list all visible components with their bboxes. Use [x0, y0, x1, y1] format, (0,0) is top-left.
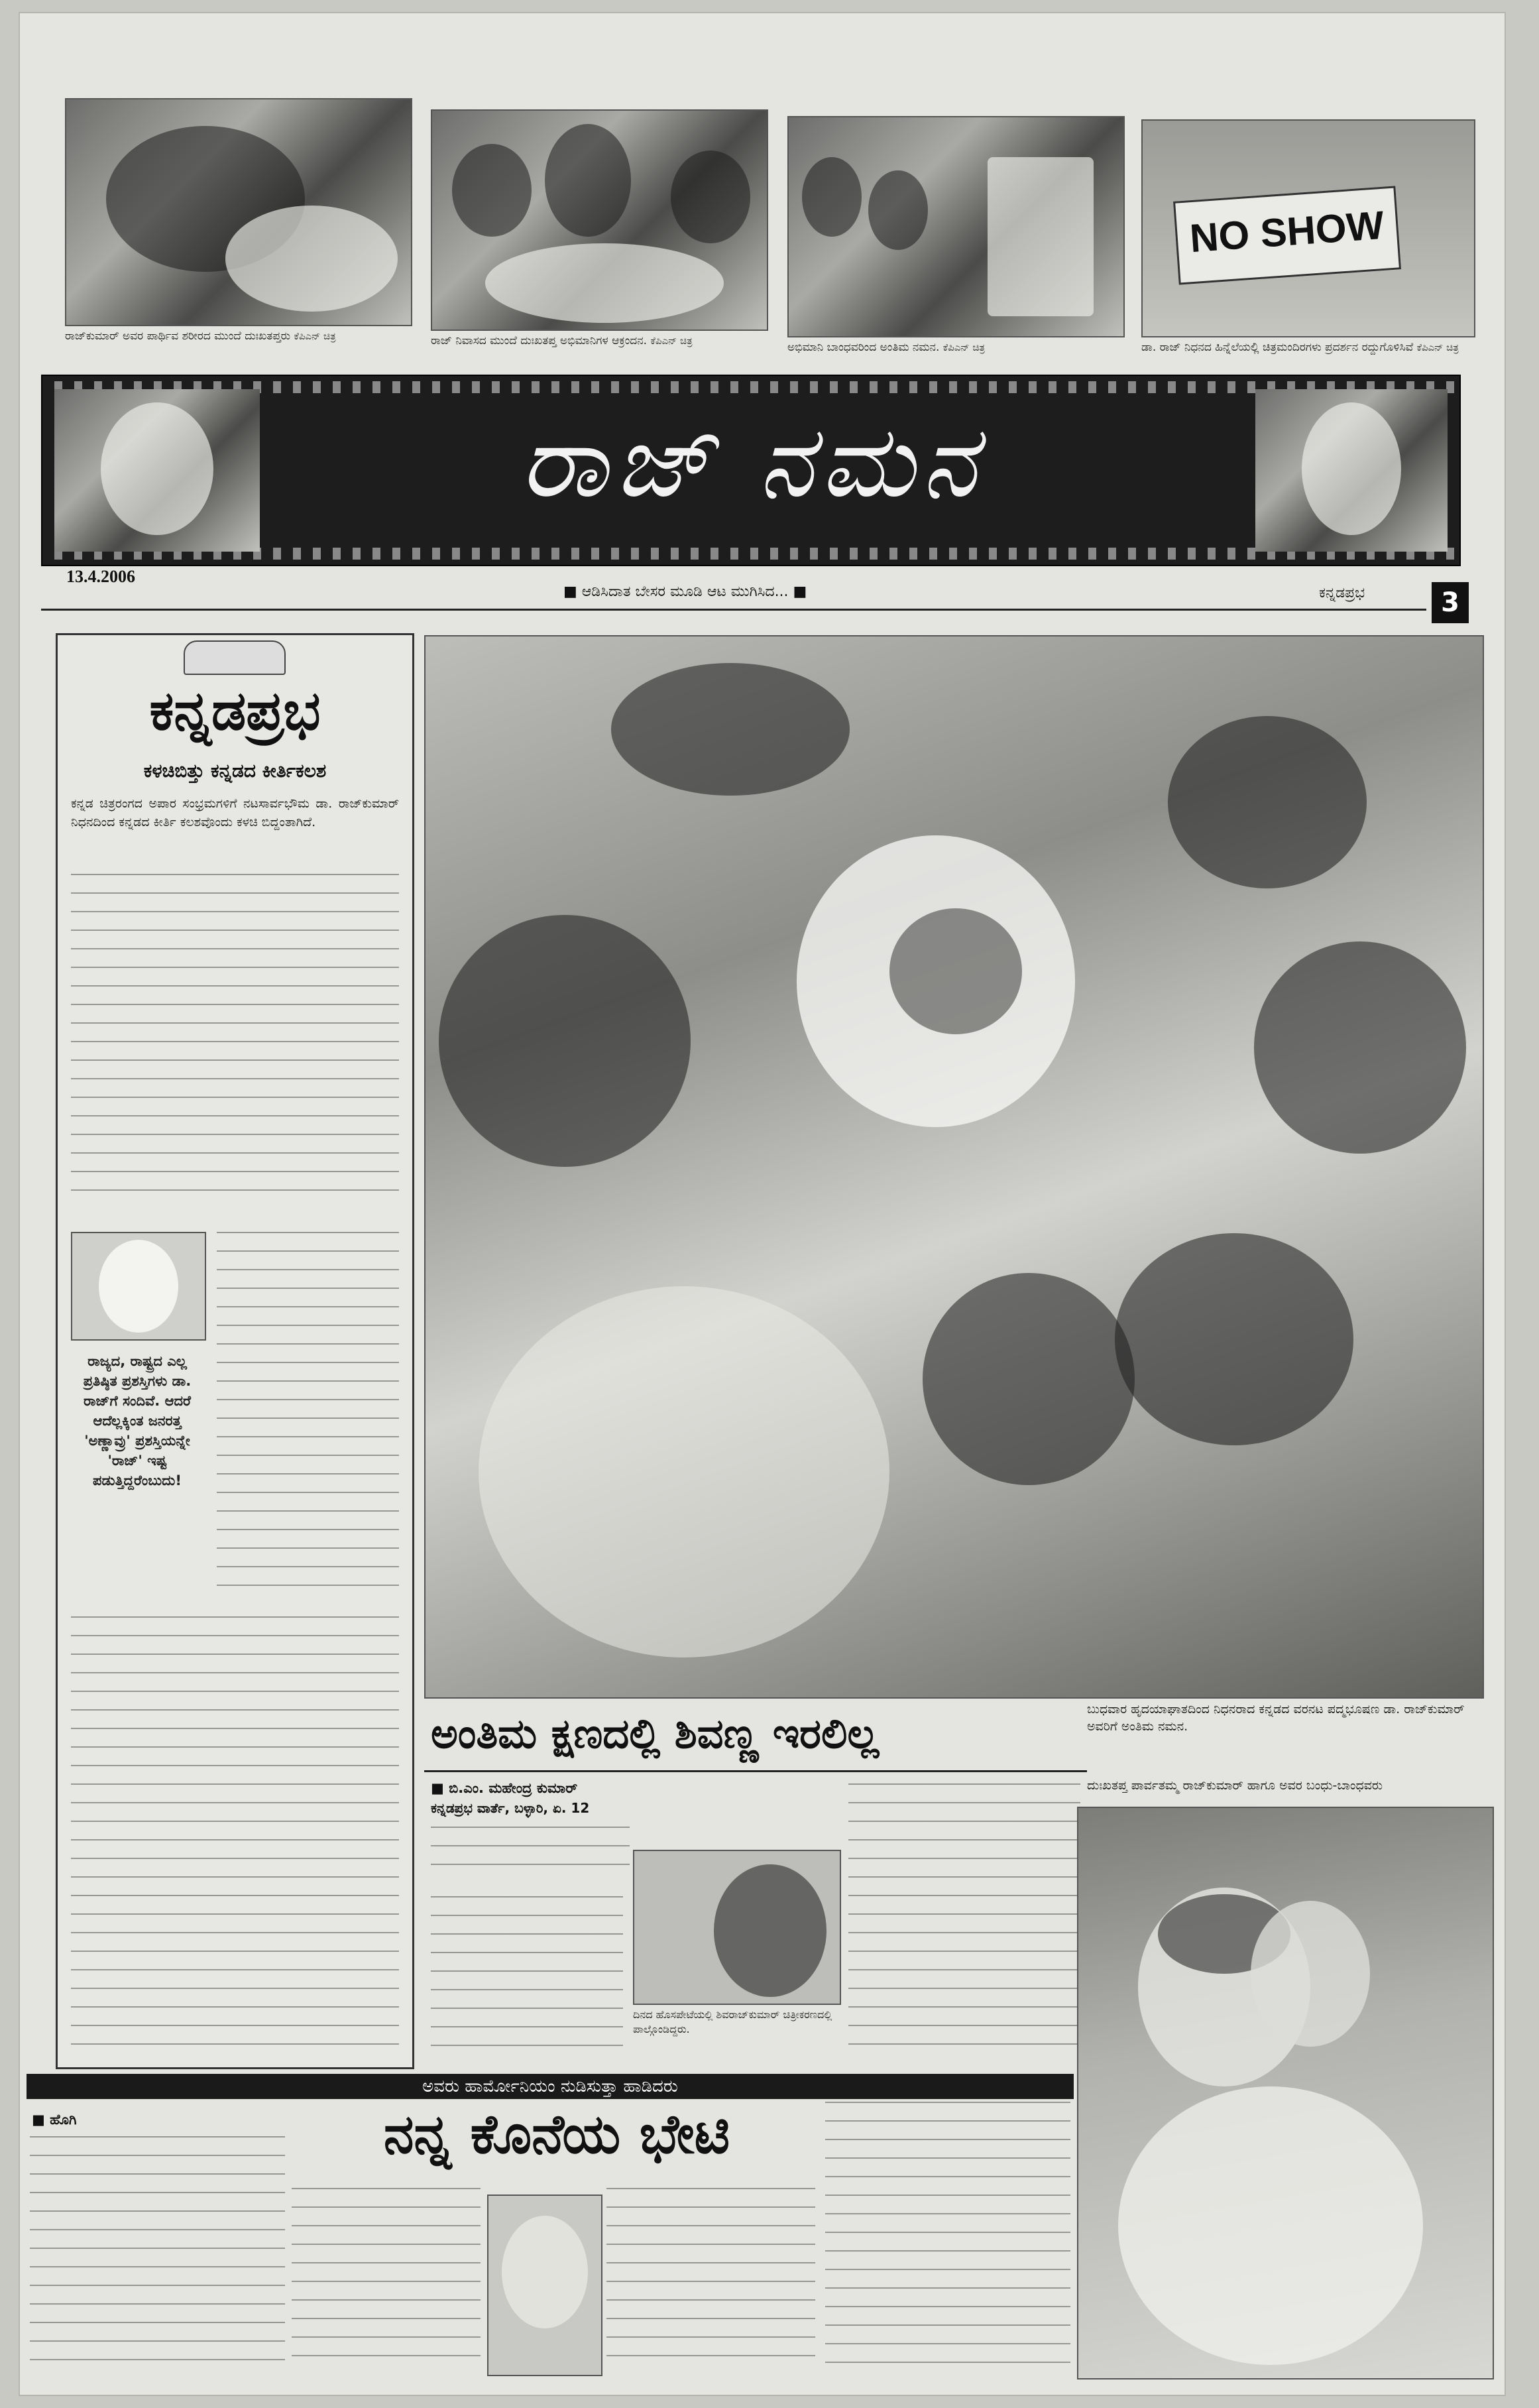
main-photo-caption: ಬುಧವಾರ ಹೃದಯಾಘಾತದಿಂದ ನಿಧನರಾದ ಕನ್ನಡದ ವರನಟ ಪದ್ಮಭೂಷಣ ಡಾ. ರಾಜ್‌ಕುಮಾರ್ ಅವರಿಗೆ ಅಂತಿಮ ನಮನ. [1087, 1702, 1465, 1734]
bottom-kicker: ಅವರು ಹಾರ್ಮೋನಿಯಂ ನುಡಿಸುತ್ತಾ ಹಾಡಿದರು [27, 2074, 1074, 2099]
no-show-sign: NO SHOW [1188, 202, 1386, 261]
top-photo-4 [1141, 119, 1475, 337]
bottom-body-col-3 [606, 2188, 815, 2374]
strapline: ■ ಆಡಿಸಿದಾತ ಬೇಸರ ಮೂಡಿ ಆಟ ಮುಗಿಸಿದ... ■ [563, 583, 807, 600]
bottom-byline: ■ ಹೊಗಿ [32, 2112, 77, 2128]
story-rule [424, 1770, 1087, 1772]
bottom-portrait [487, 2195, 602, 2376]
rule [41, 609, 1426, 611]
left-headline: ಕಳಚಿಬಿತ್ತು ಕನ್ನಡದ ಕೀರ್ತಿಕಲಶ [143, 760, 327, 782]
masthead: ಕನ್ನಡಪ್ರಭ [149, 680, 321, 743]
left-column [56, 633, 414, 2069]
banner-title: ರಾಜ್ ನಮನ [520, 404, 984, 520]
left-portrait [71, 1232, 206, 1341]
issue-date: 13.4.2006 [66, 567, 135, 586]
top-photo-2 [431, 109, 768, 331]
page-number: 3 [1432, 582, 1469, 623]
top-photo-1 [65, 98, 412, 326]
main-photo [424, 635, 1484, 1699]
left-body-text-2 [217, 1232, 399, 1603]
story-body-col-1 [431, 1827, 630, 1873]
top-photo-4-caption: ಡಾ. ರಾಜ್ ನಿಧನದ ಹಿನ್ನೆಲೆಯಲ್ಲಿ ಚಿತ್ರಮಂದಿರಗಳು ಪ್ರದರ್ಶನ ರದ್ದುಗೊಳಿಸಿವೆ ಕೆಪಿಎನ್ ಚಿತ್ರ [1141, 341, 1459, 354]
top-photo-3-caption: ಅಭಿಮಾನಿ ಬಾಂಧವರಿಂದ ಅಂತಿಮ ನಮನ. ಕೆಪಿಎನ್ ಚಿತ್ರ [787, 341, 986, 354]
bottom-body-col-1 [30, 2136, 285, 2375]
story-byline: ■ ಬಿ.ಎಂ. ಮಹೇಂದ್ರ ಕುಮಾರ್ [431, 1780, 578, 1796]
bottom-body-col-2 [292, 2188, 481, 2374]
story-photo-caption: ದಿನದ ಹೊಸಪೇಟೆಯಲ್ಲಿ ಶಿವರಾಜ್‌ಕುಮಾರ್ ಚಿತ್ರೀಕರಣದಲ್ಲಿ ಪಾಲ್ಗೊಂಡಿದ್ದರು. [633, 2008, 832, 2035]
section-banner [41, 375, 1461, 566]
masthead-emblem [184, 640, 286, 675]
left-body-text-3 [71, 1616, 399, 2047]
story-dateline: ಕನ್ನಡಪ್ರಭ ವಾರ್ತೆ, ಬಳ್ಳಾರಿ, ಏ. 12 [431, 1800, 590, 1816]
banner-photo-left [54, 389, 260, 552]
left-pullquote: ರಾಜ್ಯದ, ರಾಷ್ಟ್ರದ ಎಲ್ಲ ಪ್ರತಿಷ್ಠಿತ ಪ್ರಶಸ್ತಿಗಳು ಡಾ. ರಾಜ್‌ಗೆ ಸಂದಿವೆ. ಆದರೆ ಆದೆಲ್ಲಕ್ಕಿಂತ ಜನರತ್ತ 'ಅಣ್ಣಾವ್ರು' ಪ್ರಶಸ್ತಿಯನ್ನೇ 'ರಾಜ್' ಇಷ್ಟ ಪಡುತ್ತಿದ್ದರೆಂಬುದು! [83, 1353, 192, 1488]
left-body-text [71, 874, 399, 1192]
left-lead: ಕನ್ನಡ ಚಿತ್ರರಂಗದ ಅಪಾರ ಸಂಭ್ರಮಗಳಿಗೆ ನಟಸಾರ್ವಭೌಮ ಡಾ. ರಾಜ್‌ಕುಮಾರ್ ನಿಧನದಿಂದ ಕನ್ನಡದ ಕೀರ್ತಿ ಕಲಶವೊಂದು ಕಳಚಿ ಬಿದ್ದಂತಾಗಿದೆ. [71, 796, 399, 829]
banner-photo-right [1255, 389, 1448, 552]
story-body-col-1b [431, 1896, 623, 2055]
story-body-col-2 [848, 1783, 1080, 2062]
paper-name-small: ಕನ್ನಡಪ್ರಭ [1319, 585, 1365, 601]
story-headline: ಅಂತಿಮ ಕ್ಷಣದಲ್ಲಿ ಶಿವಣ್ಣ ಇರಲಿಲ್ಲ [431, 1709, 880, 1758]
bottom-headline: ನನ್ನ ಕೊನೆಯ ಭೇಟಿ [383, 2103, 730, 2166]
top-photo-2-caption: ರಾಜ್ ನಿವಾಸದ ಮುಂದೆ ದುಃಖತಪ್ತ ಅಭಿಮಾನಿಗಳ ಆಕ್ರಂದನ. ಕೆಪಿಎನ್ ಚಿತ್ರ [431, 334, 693, 347]
right-photo [1077, 1807, 1494, 2379]
story-photo [633, 1850, 841, 2005]
right-photo-caption: ದುಃಖತಪ್ತ ಪಾರ್ವತಮ್ಮ ರಾಜ್‌ಕುಮಾರ್ ಹಾಗೂ ಅವರ ಬಂಧು-ಬಾಂಧವರು [1087, 1778, 1383, 1793]
top-photo-3 [787, 116, 1125, 337]
top-photo-1-caption: ರಾಜ್‌ಕುಮಾರ್ ಅವರ ಪಾರ್ಥಿವ ಶರೀರದ ಮುಂದೆ ದುಃಖತಪ್ತರು ಕೆಪಿಎನ್ ಚಿತ್ರ [65, 330, 336, 343]
bottom-body-col-4 [825, 2102, 1070, 2374]
